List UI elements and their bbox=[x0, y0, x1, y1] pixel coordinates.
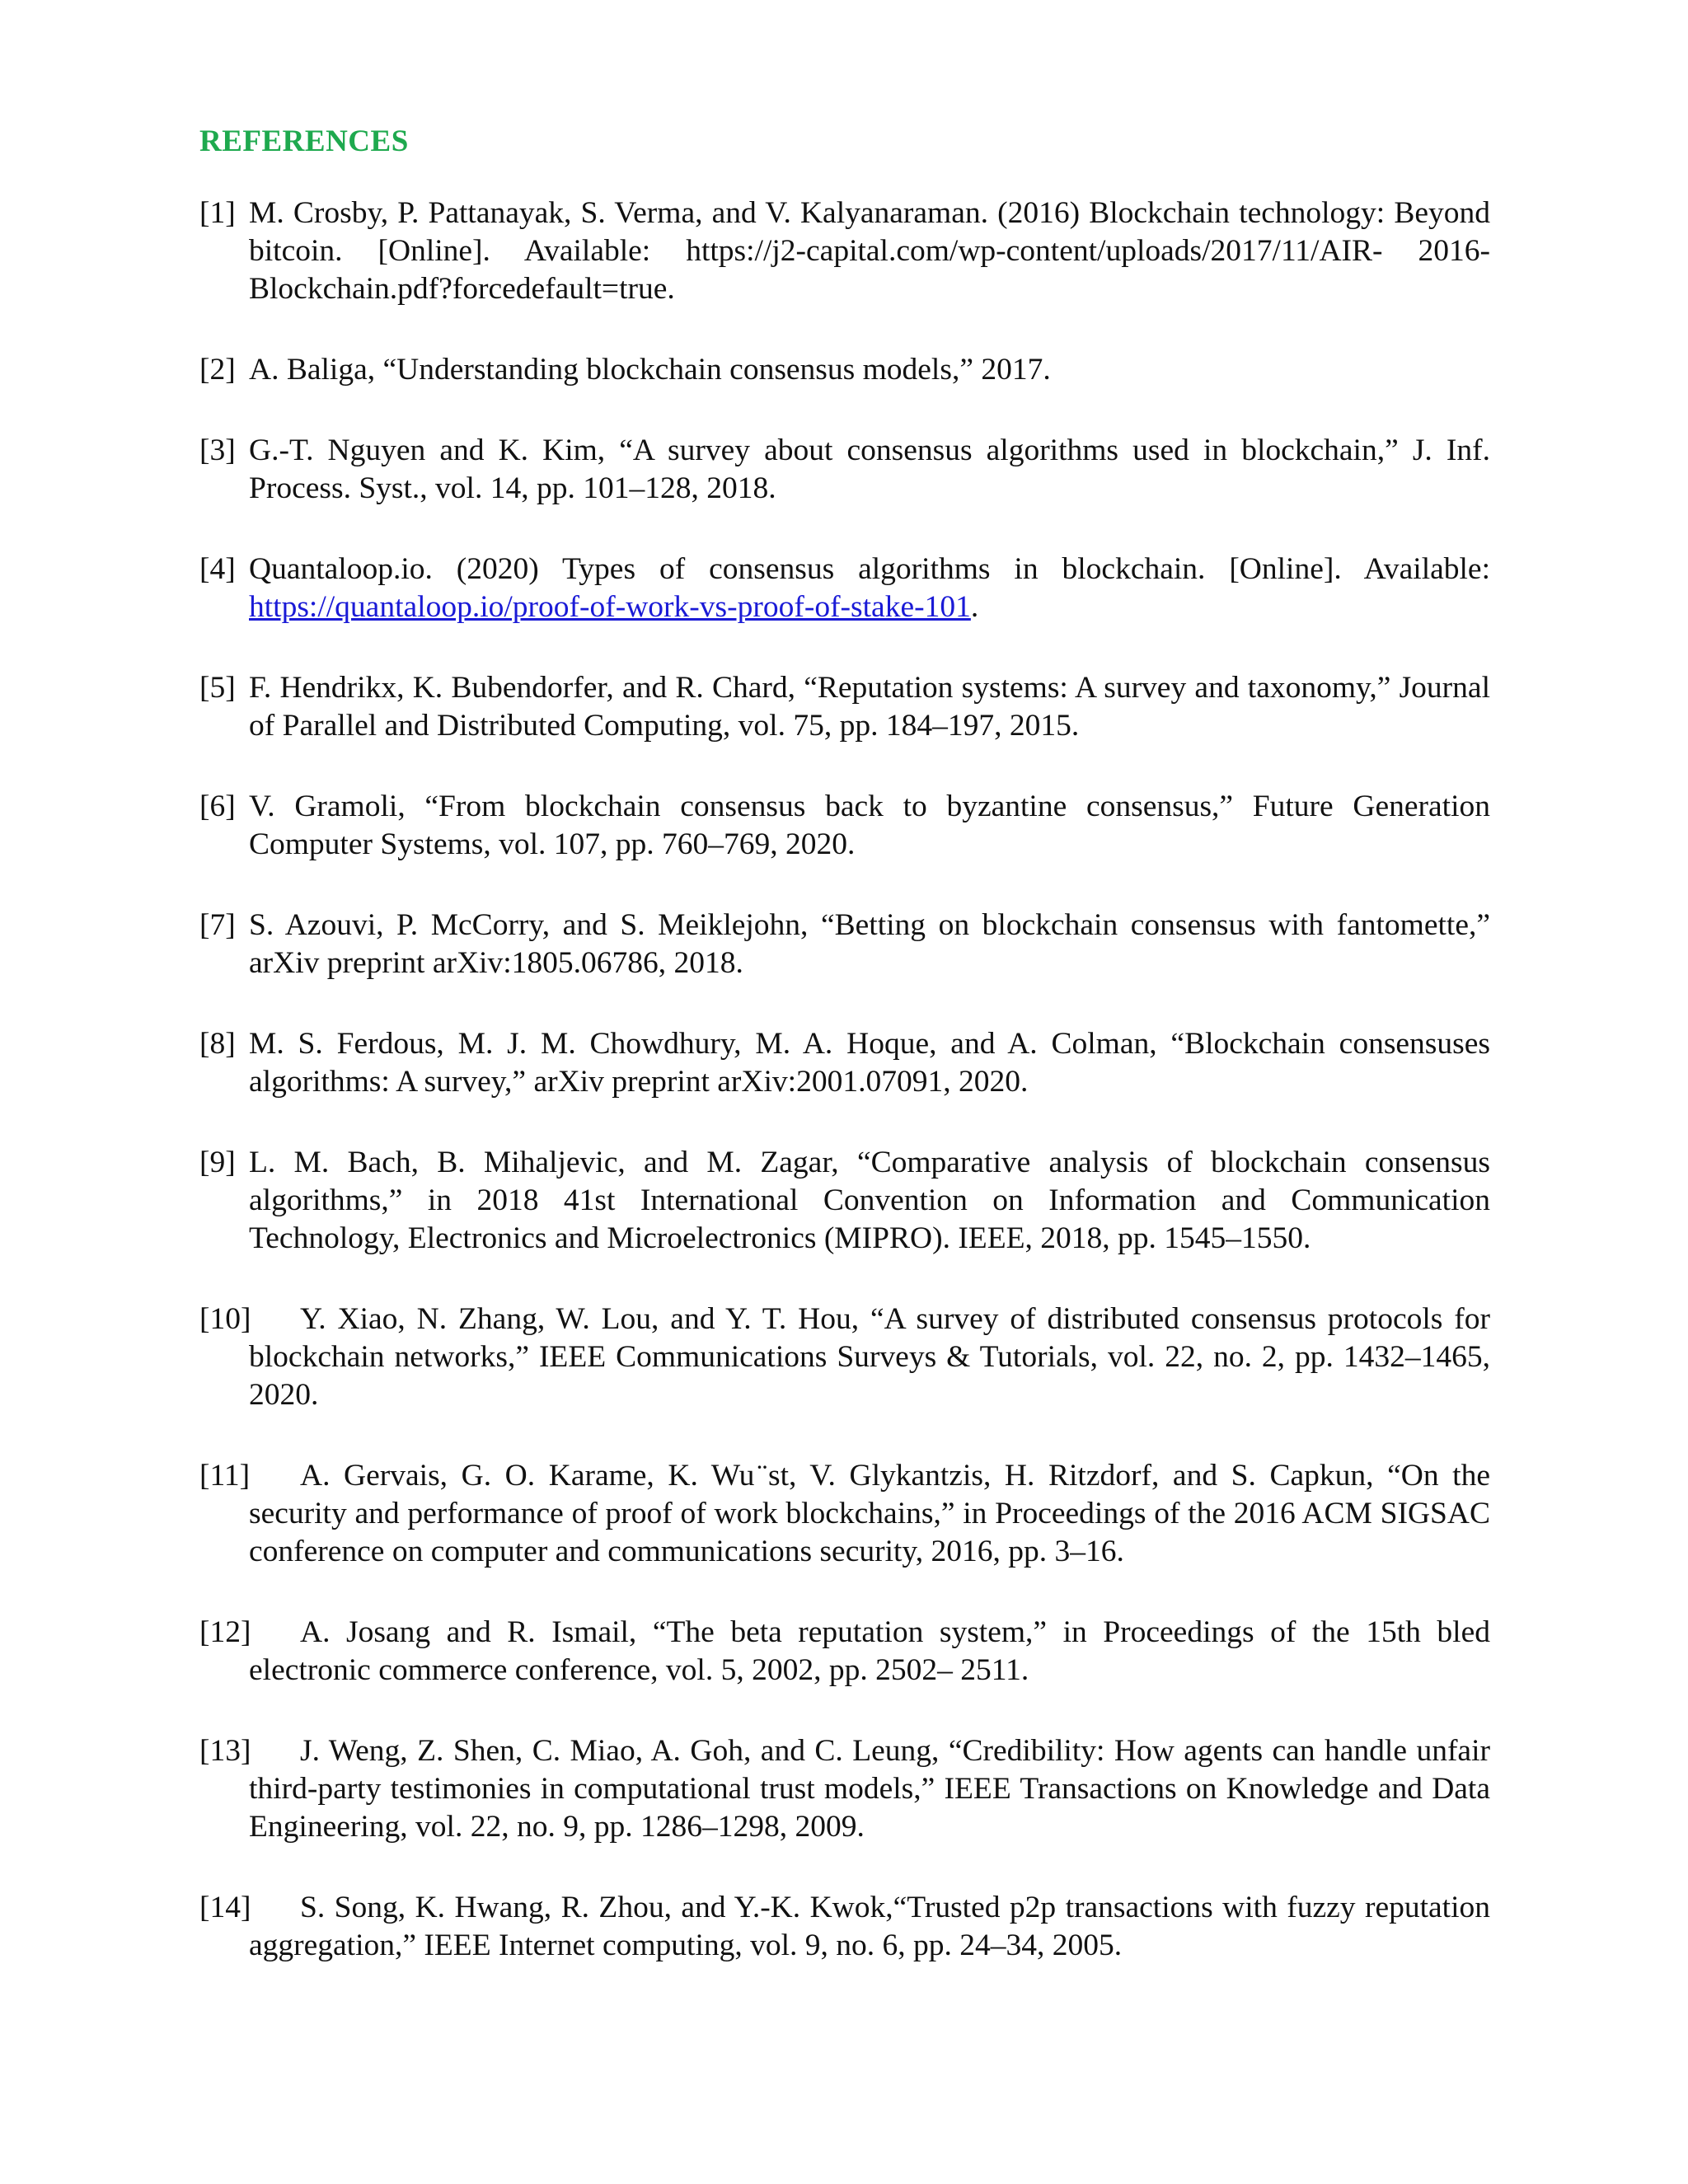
reference-number: [6] bbox=[199, 790, 236, 823]
reference-item bbox=[199, 1732, 1490, 1846]
reference-number: [12] bbox=[199, 1615, 251, 1649]
reference-number: [8] bbox=[199, 1027, 236, 1061]
reference-link[interactable]: https://quantaloop.io/proof-of-work-vs-proof-of-stake-101 bbox=[249, 590, 971, 624]
reference-text: Quantaloop.io. (2020) Types of consensus algorithms in blockchain. [Online]. Available: bbox=[249, 552, 1490, 586]
reference-text: A. Gervais, G. O. Karame, K. Wu ̈st, V. Glykantzis, H. Ritzdorf, and S. Capkun, “On the security and performance of proof of work blockchains,” in Proceedings of the 2016 ACM SIGSAC conference on computer and communications security, 2016, pp. 3–16. bbox=[249, 1459, 1490, 1568]
reference-text: S. Azouvi, P. McCorry, and S. Meiklejohn, “Betting on blockchain consensus with fantomette,” arXiv preprint arXiv:1805.06786, 2018. bbox=[249, 908, 1490, 980]
reference-number: [7] bbox=[199, 908, 236, 942]
reference-text: M. Crosby, P. Pattanayak, S. Verma, and V. Kalyanaraman. (2016) Blockchain technology: Beyond bitcoin. [Online]. Available: https://j2-capital.com/wp-content/uploads/2017/11/AIR- 2016-Blockchain.pdf?forcedefault=true. bbox=[249, 196, 1490, 306]
reference-number: [2] bbox=[199, 353, 236, 387]
reference-number: [1] bbox=[199, 196, 236, 230]
reference-item bbox=[199, 194, 1490, 308]
reference-text: A. Josang and R. Ismail, “The beta reputation system,” in Proceedings of the 15th bled electronic commerce conference, vol. 5, 2002, pp. 2502– 2511. bbox=[249, 1615, 1490, 1687]
reference-item bbox=[199, 432, 1490, 508]
reference-item bbox=[199, 907, 1490, 982]
reference-text: M. S. Ferdous, M. J. M. Chowdhury, M. A. Hoque, and A. Colman, “Blockchain consensuses algorithms: A survey,” arXiv preprint arXiv:2001.07091, 2020. bbox=[249, 1027, 1490, 1099]
reference-number: [10] bbox=[199, 1302, 251, 1336]
reference-item bbox=[199, 1301, 1490, 1414]
reference-text: F. Hendrikx, K. Bubendorfer, and R. Chard, “Reputation systems: A survey and taxonomy,” Journal of Parallel and Distributed Computing, vol. 75, pp. 184–197, 2015. bbox=[249, 671, 1490, 743]
reference-item bbox=[199, 351, 1490, 389]
reference-item bbox=[199, 1457, 1490, 1571]
reference-number: [4] bbox=[199, 552, 236, 586]
reference-item bbox=[199, 1889, 1490, 1965]
reference-text: L. M. Bach, B. Mihaljevic, and M. Zagar, “Comparative analysis of blockchain consensus algorithms,” in 2018 41st International Convention on Information and Communication Technology, Electronics and Microelectronics (MIPRO). IEEE, 2018, pp. 1545–1550. bbox=[249, 1146, 1490, 1255]
reference-number: [3] bbox=[199, 434, 236, 467]
reference-text: J. Weng, Z. Shen, C. Miao, A. Goh, and C. Leung, “Credibility: How agents can handle unfair third-party testimonies in computational trust models,” IEEE Transactions on Knowledge and Data Engineering, vol. 22, no. 9, pp. 1286–1298, 2009. bbox=[249, 1734, 1490, 1844]
references-heading: REFERENCES bbox=[199, 124, 409, 158]
reference-number: [14] bbox=[199, 1891, 251, 1924]
reference-item bbox=[199, 1614, 1490, 1690]
reference-number: [11] bbox=[199, 1459, 251, 1493]
reference-text: A. Baliga, “Understanding blockchain consensus models,” 2017. bbox=[249, 353, 1051, 387]
reference-number: [9] bbox=[199, 1146, 236, 1179]
reference-text: V. Gramoli, “From blockchain consensus back to byzantine consensus,” Future Generation Computer Systems, vol. 107, pp. 760–769, 2020. bbox=[249, 790, 1490, 861]
reference-text: Y. Xiao, N. Zhang, W. Lou, and Y. T. Hou, “A survey of distributed consensus protocols for blockchain networks,” IEEE Communications Surveys & Tutorials, vol. 22, no. 2, pp. 1432–1465, 2020. bbox=[249, 1302, 1490, 1412]
reference-text-end: . bbox=[970, 590, 979, 624]
reference-item bbox=[199, 551, 1490, 626]
reference-text: G.-T. Nguyen and K. Kim, “A survey about consensus algorithms used in blockchain,” J. Inf. Process. Syst., vol. 14, pp. 101–128, 2018. bbox=[249, 434, 1490, 505]
reference-number: [13] bbox=[199, 1734, 251, 1768]
reference-item bbox=[199, 669, 1490, 745]
reference-item bbox=[199, 1144, 1490, 1258]
reference-text: S. Song, K. Hwang, R. Zhou, and Y.-K. Kwok,“Trusted p2p transactions with fuzzy reputation aggregation,” IEEE Internet computing, vol. 9, no. 6, pp. 24–34, 2005. bbox=[249, 1891, 1490, 1962]
reference-item bbox=[199, 788, 1490, 864]
reference-number: [5] bbox=[199, 671, 236, 705]
reference-item bbox=[199, 1025, 1490, 1101]
reference-list bbox=[199, 194, 1490, 2008]
